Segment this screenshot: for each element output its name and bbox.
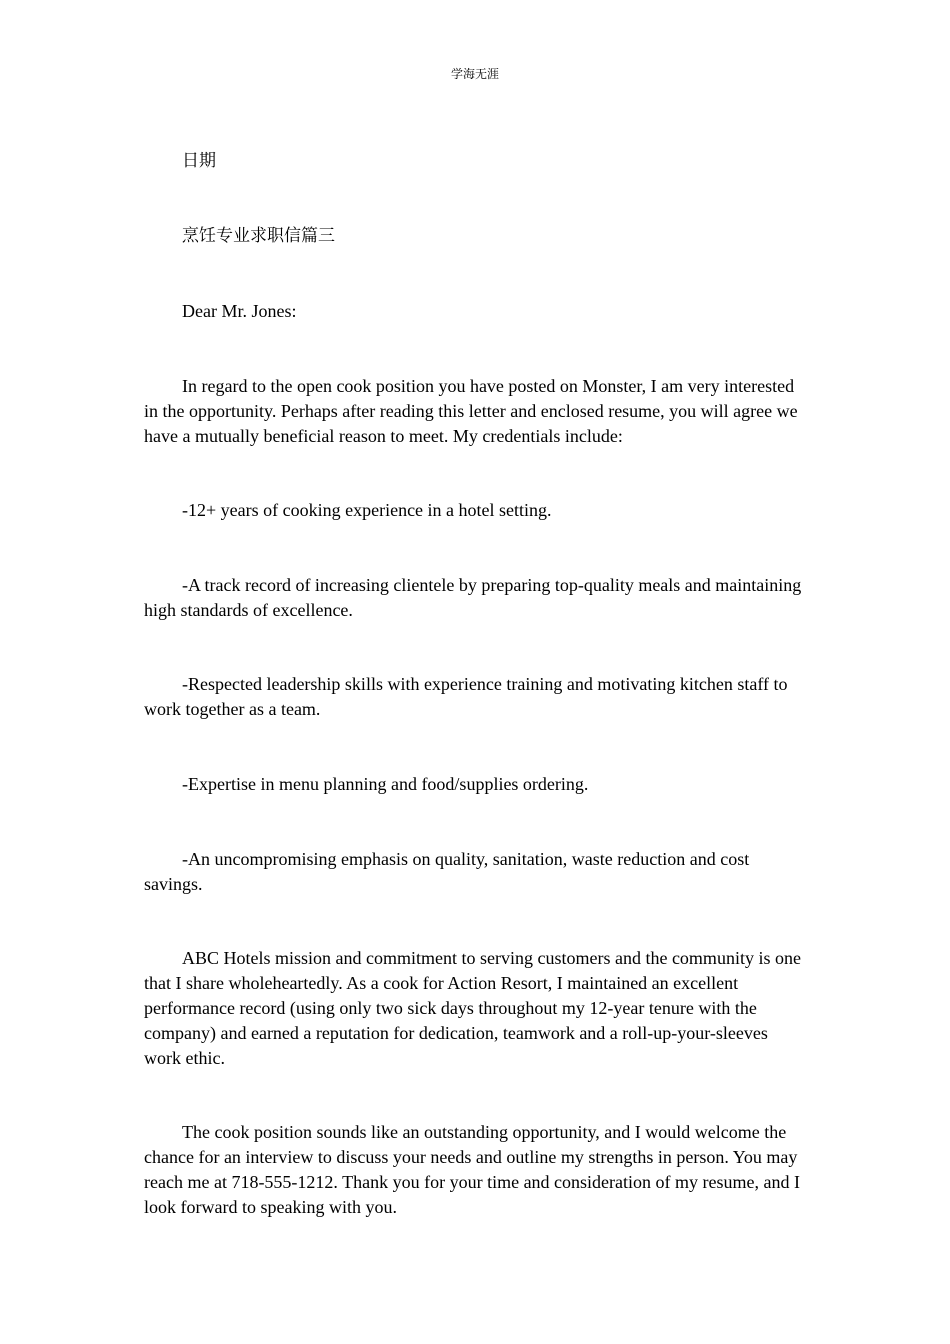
salutation: Dear Mr. Jones: [182, 301, 297, 321]
section-title: 烹饪专业求职信篇三 [182, 226, 335, 246]
closing-paragraph: The cook position sounds like an outstanding opportunity, and I would welcome the chance for an interview to discuss your needs and outline my strengths in person. You may reach me at 718-555-1212. Thank you for your time and consideration of my resume, and I look forward to speaking with you. [144, 1122, 800, 1217]
credential-item: -A track record of increasing clientele by preparing top-quality meals and maintaining high standards of excellence. [144, 575, 802, 620]
date-label: 日期 [182, 151, 216, 171]
credential-item: -12+ years of cooking experience in a hotel setting. [182, 500, 552, 520]
credential-item: -Respected leadership skills with experience training and motivating kitchen staff to work together as a team. [144, 674, 788, 719]
page-header: 学海无涯 [450, 67, 499, 81]
credential-item: -Expertise in menu planning and food/supplies ordering. [182, 774, 589, 794]
intro-paragraph: In regard to the open cook position you have posted on Monster, I am very interested in the opportunity. Perhaps after reading this letter and enclosed resume, you will agree we have a mutually beneficial reason to meet. My credentials include: [144, 376, 798, 446]
body-paragraph: ABC Hotels mission and commitment to serving customers and the community is one that I share wholeheartedly. As a cook for Action Resort, I maintained an excellent performance record (using only two sick days throughout my 12-year tenure with the company) and earned a reputation for dedication, teamwork and a roll-up-your-sleeves work ethic. [144, 948, 801, 1068]
credential-item: -An uncompromising emphasis on quality, sanitation, waste reduction and cost savings. [144, 849, 750, 894]
